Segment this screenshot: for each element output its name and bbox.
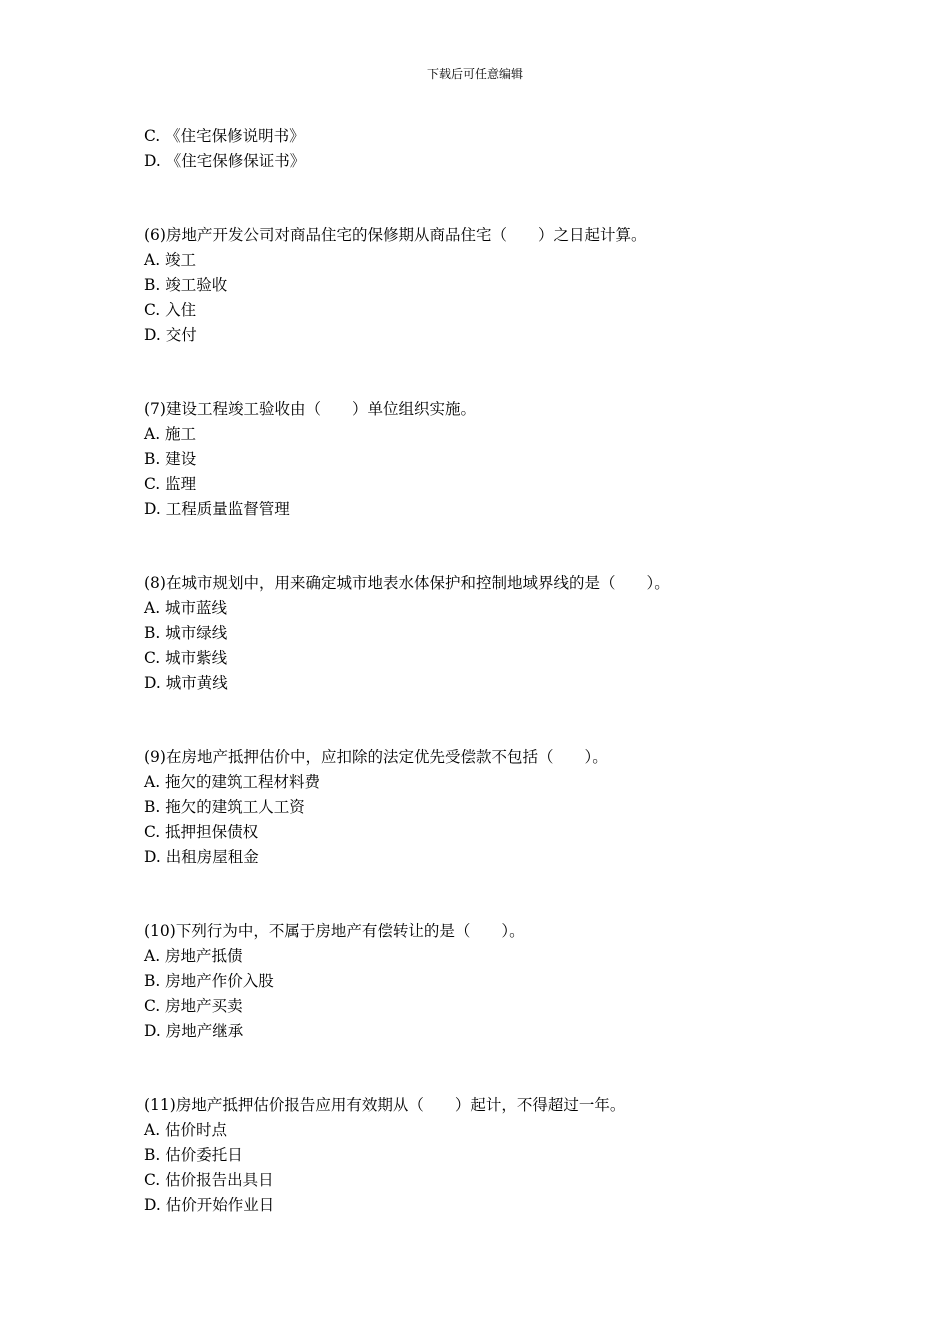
option-d: D. 城市黄线	[144, 674, 228, 692]
option-b: B. 建设	[144, 450, 197, 468]
spacer	[144, 870, 844, 919]
question-10	[144, 919, 844, 1044]
option-c: C. 城市紫线	[144, 649, 228, 667]
option-d: D. 房地产继承	[144, 1022, 244, 1040]
question-7	[144, 397, 844, 522]
option-a: A. 拖欠的建筑工程材料费	[144, 773, 321, 791]
option-c: C. 监理	[144, 475, 197, 493]
option-d: D. 工程质量监督管理	[144, 500, 290, 518]
option-b: B. 城市绿线	[144, 624, 228, 642]
option-a: A. 施工	[144, 425, 197, 443]
spacer	[144, 522, 844, 571]
option-c: C. 房地产买卖	[144, 997, 243, 1015]
option-a: A. 竣工	[144, 251, 197, 269]
question-6	[144, 223, 844, 348]
question-stem: (11)房地产抵押估价报告应用有效期从（ ）起计，不得超过一年。	[144, 1096, 626, 1114]
option-c: C. 《住宅保修说明书》	[144, 127, 305, 145]
option-d: D. 《住宅保修保证书》	[144, 152, 306, 170]
spacer	[144, 174, 844, 223]
question-11	[144, 1093, 844, 1218]
option-d: D. 估价开始作业日	[144, 1196, 275, 1214]
option-c: C. 估价报告出具日	[144, 1171, 274, 1189]
spacer	[144, 696, 844, 745]
option-c: C. 抵押担保债权	[144, 823, 259, 841]
option-b: B. 估价委托日	[144, 1146, 243, 1164]
document-body	[144, 124, 844, 1218]
option-a: A. 估价时点	[144, 1121, 228, 1139]
option-a: A. 房地产抵债	[144, 947, 243, 965]
option-d: D. 交付	[144, 326, 197, 344]
option-b: B. 竣工验收	[144, 276, 228, 294]
question-stem: (6)房地产开发公司对商品住宅的保修期从商品住宅（ ）之日起计算。	[144, 226, 647, 244]
option-a: A. 城市蓝线	[144, 599, 228, 617]
page-header: 下载后可任意编辑	[426, 67, 523, 81]
option-c: C. 入住	[144, 301, 197, 319]
spacer	[144, 348, 844, 397]
question-8	[144, 571, 844, 696]
option-b: B. 房地产作价入股	[144, 972, 274, 990]
question-9	[144, 745, 844, 870]
option-b: B. 拖欠的建筑工人工资	[144, 798, 305, 816]
question-stem: (9)在房地产抵押估价中，应扣除的法定优先受偿款不包括（ ）。	[144, 748, 608, 766]
question-stem: (8)在城市规划中，用来确定城市地表水体保护和控制地域界线的是（ ）。	[144, 574, 670, 592]
option-d: D. 出租房屋租金	[144, 848, 259, 866]
spacer	[144, 1044, 844, 1093]
question-stem: (10)下列行为中，不属于房地产有偿转让的是（ ）。	[144, 922, 525, 940]
question-stem: (7)建设工程竣工验收由（ ）单位组织实施。	[144, 400, 476, 418]
